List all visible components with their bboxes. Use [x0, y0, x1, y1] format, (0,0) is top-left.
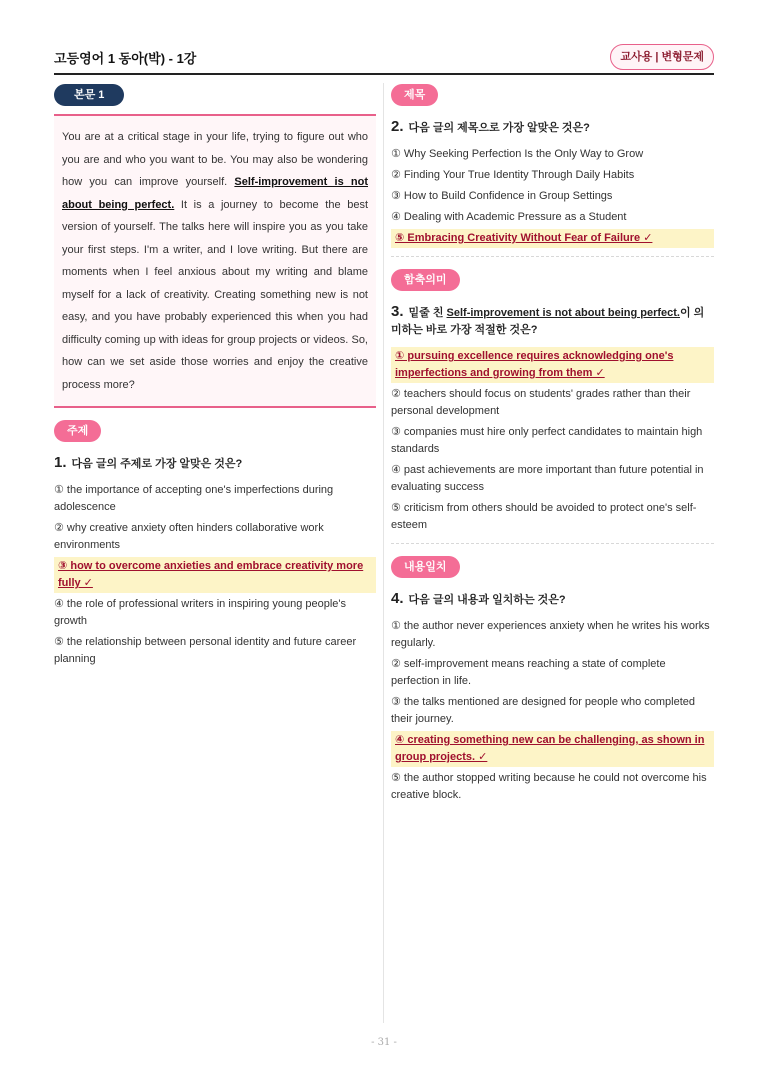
- passage-text-after: It is a journey to become the best version of yourself. The talks here will inspire you as you take your first steps. I'm a writer, and I love writing. But there are moments when I feel anxious about my writing and blame myself for a lack of creativity. Creating something new is not easy, and you have probably experienced this when you had difficulty coming up with ideas for group projects or videos. So, how can we set aside those worries and enjoy the creative process more?: [62, 198, 368, 391]
- question-number: 4.: [391, 590, 404, 607]
- option-4[interactable]: ④ the role of professional writers in inspiring young people's growth: [54, 598, 347, 627]
- underlined-phrase: Self-improvement is not about being perfect.: [446, 307, 680, 319]
- option-4[interactable]: ④ past achievements are more important than future potential in evaluating success: [391, 464, 704, 493]
- section-divider: [391, 256, 714, 257]
- passage-tag: 본문 1: [54, 84, 124, 106]
- option-4-answer[interactable]: ④ creating something new can be challenging, as shown in group projects. ✓: [391, 731, 714, 767]
- option-list: [391, 347, 714, 535]
- passage-underlined-sentence: Self-improvement is not about being perfect.: [62, 176, 368, 211]
- teacher-version-badge: 교사용 | 변형문제: [610, 44, 714, 70]
- column-divider: [383, 83, 384, 1023]
- option-1[interactable]: ① Why Seeking Perfection Is the Only Way to Grow: [391, 148, 644, 160]
- option-1[interactable]: ① the author never experiences anxiety when he writes his works regularly.: [391, 620, 710, 649]
- page-title: 고등영어 1 동아(박) - 1강: [54, 51, 197, 66]
- page-number: - 31 -: [371, 1037, 397, 1048]
- option-3-answer[interactable]: ③ how to overcome anxieties and embrace creativity more fully ✓: [54, 557, 376, 593]
- passage-text: [54, 114, 376, 408]
- question-tag: 내용일치: [391, 556, 460, 578]
- page-header: [54, 44, 714, 74]
- question-prompt: 3. 밑줄 친 Self-improvement is not about being perfect.이 의미하는 바로 가장 적절한 것은?: [391, 303, 705, 336]
- passage-text-before: You are at a critical stage in your life, trying to figure out who you are and who you want to be. You may also be wondering how you can improve yourself.: [62, 131, 368, 188]
- question-prompt: 2. 다음 글의 제목으로 가장 알맞은 것은?: [391, 118, 590, 135]
- question-number: 1.: [54, 454, 67, 471]
- right-column: [391, 84, 714, 807]
- option-list: [54, 481, 376, 669]
- option-5-answer[interactable]: ⑤ Embracing Creativity Without Fear of Failure ✓: [391, 229, 714, 248]
- option-3[interactable]: ③ the talks mentioned are designed for people who completed their journey.: [391, 696, 695, 725]
- question-2: [391, 84, 714, 248]
- option-3[interactable]: ③ companies must hire only perfect candidates to maintain high standards: [391, 426, 703, 455]
- question-3: [391, 269, 714, 535]
- question-tag: 주제: [54, 420, 101, 442]
- option-5[interactable]: ⑤ criticism from others should be avoided to protect one's self-esteem: [391, 502, 697, 531]
- option-2[interactable]: ② teachers should focus on students' grades rather than their personal development: [391, 388, 691, 417]
- option-2[interactable]: ② why creative anxiety often hinders collaborative work environments: [54, 522, 324, 551]
- option-list: [391, 617, 714, 805]
- question-number: 3.: [391, 303, 404, 320]
- question-number: 2.: [391, 118, 404, 135]
- option-5[interactable]: ⑤ the author stopped writing because he could not overcome his creative block.: [391, 772, 707, 801]
- left-column: [54, 84, 376, 671]
- option-4[interactable]: ④ Dealing with Academic Pressure as a Student: [391, 211, 627, 223]
- option-2[interactable]: ② self-improvement means reaching a state of complete perfection in life.: [391, 658, 666, 687]
- question-1: [54, 420, 376, 669]
- question-prompt: 1. 다음 글의 주제로 가장 알맞은 것은?: [54, 454, 243, 471]
- option-2[interactable]: ② Finding Your True Identity Through Daily Habits: [391, 169, 635, 181]
- option-3[interactable]: ③ How to Build Confidence in Group Settings: [391, 190, 613, 202]
- question-tag: 함축의미: [391, 269, 460, 291]
- question-prompt: 4. 다음 글의 내용과 일치하는 것은?: [391, 590, 566, 607]
- question-4: [391, 556, 714, 805]
- section-divider: [391, 543, 714, 544]
- header-divider: [54, 73, 714, 75]
- option-list: [391, 145, 714, 248]
- question-tag: 제목: [391, 84, 438, 106]
- option-1-answer[interactable]: ① pursuing excellence requires acknowledging one's imperfections and growing from them ✓: [391, 347, 714, 383]
- option-5[interactable]: ⑤ the relationship between personal identity and future career planning: [54, 636, 357, 665]
- option-1[interactable]: ① the importance of accepting one's imperfections during adolescence: [54, 484, 334, 513]
